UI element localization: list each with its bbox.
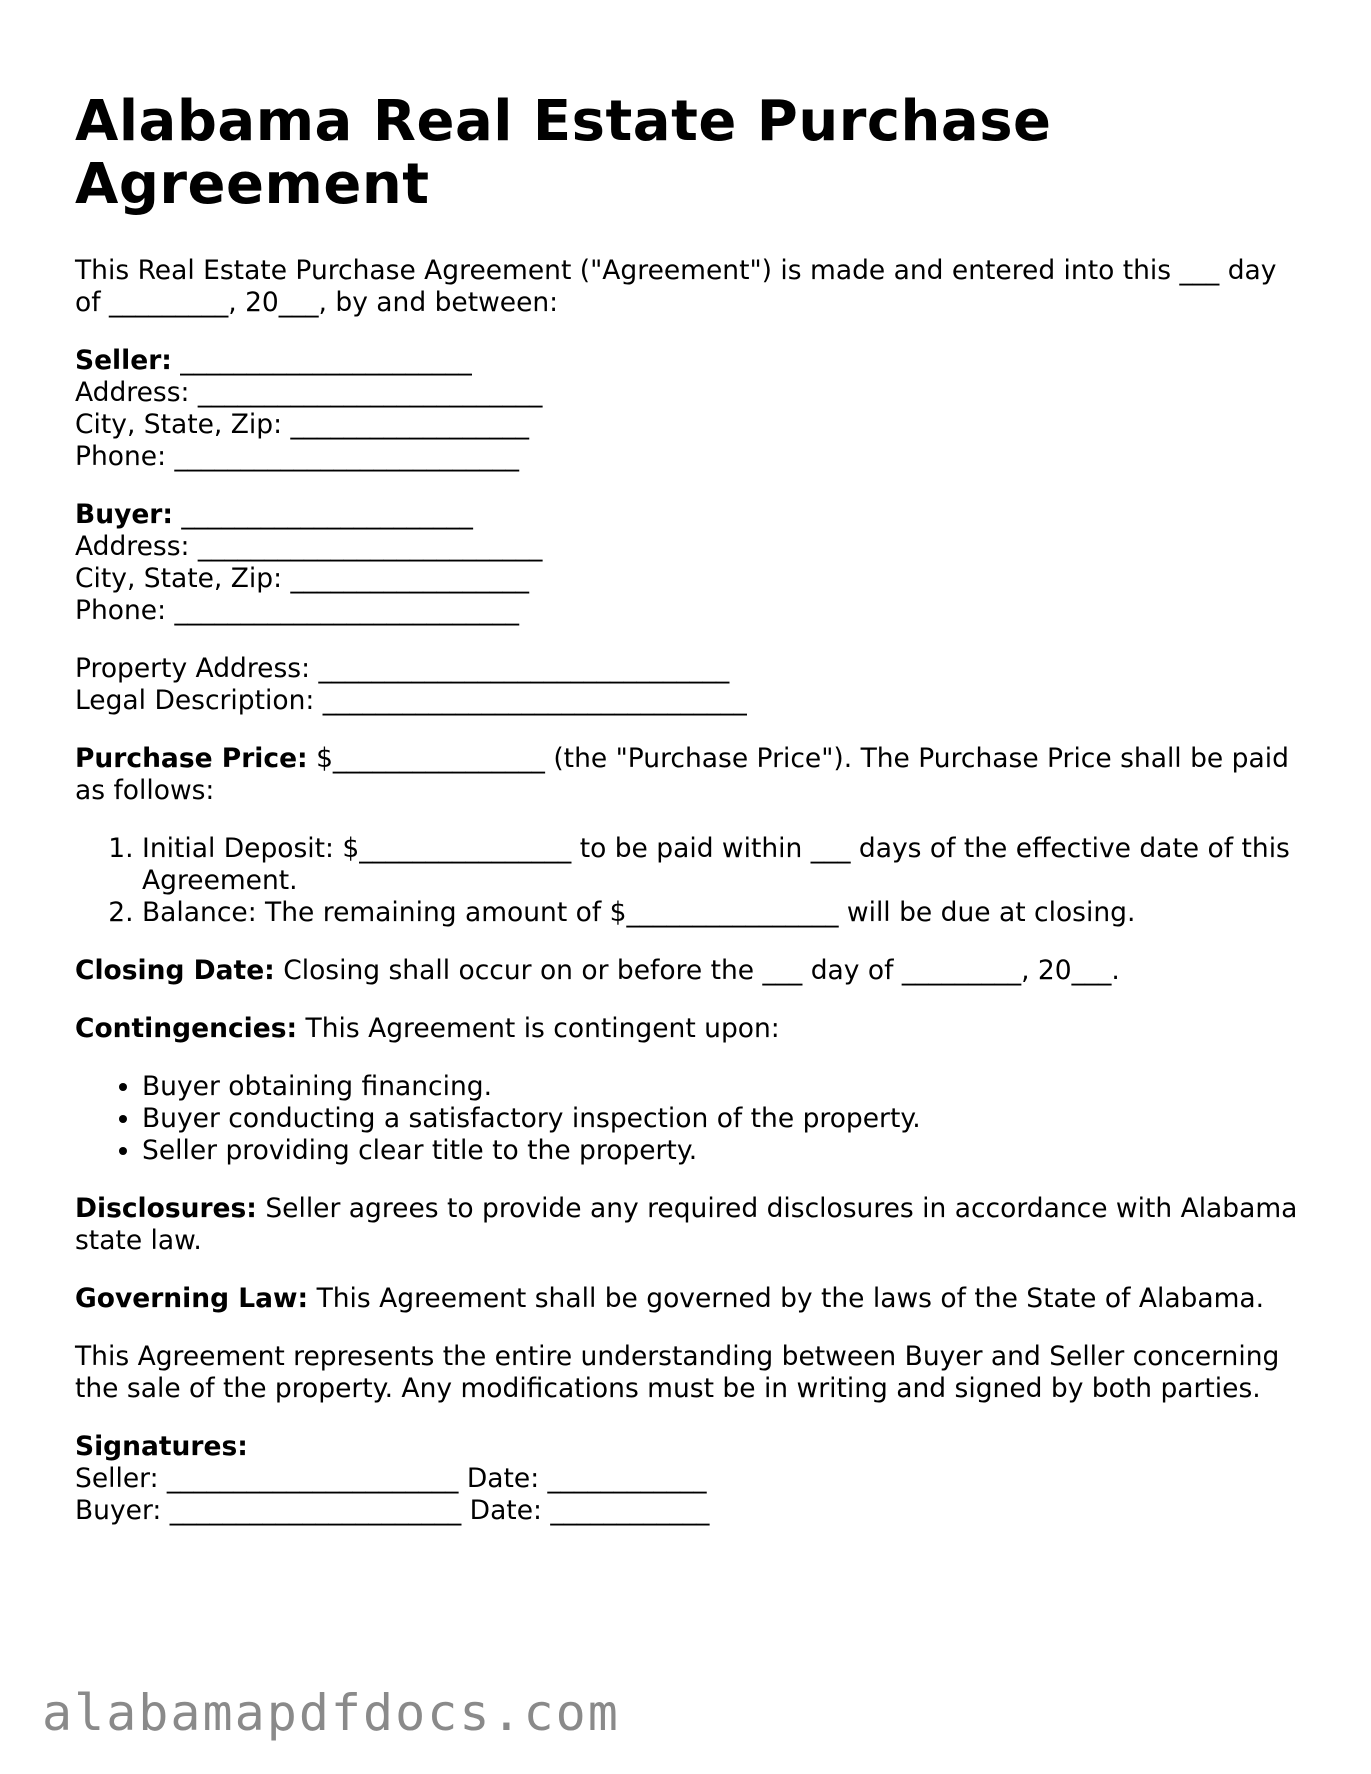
seller-name-line (75, 345, 1310, 377)
page-title: Alabama Real Estate Purchase Agreement (75, 89, 1052, 217)
governing-law-label: Governing Law: (75, 1283, 309, 1314)
seller-signature-line: Seller: ______________________ Date: ____________ (75, 1463, 707, 1494)
purchase-price-label: Purchase Price: (75, 743, 308, 774)
buyer-signature-line: Buyer: ______________________ Date: ____________ (75, 1495, 710, 1526)
purchase-price-text: $________________ (the "Purchase Price"). The Purchase Price shall be paid as follows: (75, 743, 1289, 806)
seller-name-blank: ______________________ (171, 345, 472, 376)
disclosures-paragraph (75, 1193, 1310, 1257)
signatures-heading-line (75, 1431, 1310, 1463)
list-item: 1. Initial Deposit: $________________ to be paid within ___ days of the effective date of this Agreement. (142, 833, 1310, 897)
seller-phone-line: Phone: __________________________ (75, 441, 519, 472)
intro-paragraph: This Real Estate Purchase Agreement ("Agreement") is made and entered into this ___ day of _________, 20___, by and between: (75, 255, 1277, 318)
disclosures-text: Seller agrees to provide any required disclosures in accordance with Alabama state law. (75, 1193, 1298, 1256)
list-item: 2. Balance: The remaining amount of $________________ will be due at closing. (142, 897, 1310, 929)
contingencies-paragraph (75, 1013, 1310, 1045)
legal-description-line: Legal Description: ________________________________ (75, 685, 747, 716)
buyer-city-line: City, State, Zip: __________________ (75, 563, 529, 594)
document-page (75, 90, 1310, 1527)
contingencies-list (75, 1071, 1310, 1167)
seller-label: Seller: (75, 345, 172, 376)
buyer-name-line (75, 499, 1310, 531)
entire-agreement-paragraph: This Agreement represents the entire understanding between Buyer and Seller concerning the sale of the property. Any modifications must be in writing and signed by both parties. (75, 1341, 1280, 1404)
list-item: • Buyer obtaining financing. (142, 1071, 1310, 1103)
signatures-section (75, 1431, 1310, 1527)
contingencies-label: Contingencies: (75, 1013, 298, 1044)
seller-address-line: Address: __________________________ (75, 377, 543, 408)
property-section (75, 653, 1310, 717)
seller-section (75, 345, 1310, 473)
buyer-section (75, 499, 1310, 627)
signatures-label: Signatures: (75, 1431, 248, 1462)
governing-law-text: This Agreement shall be governed by the laws of the State of Alabama. (308, 1283, 1265, 1314)
property-address-line: Property Address: _______________________________ (75, 653, 730, 684)
list-item: • Buyer conducting a satisfactory inspection of the property. (142, 1103, 1310, 1135)
payment-list (75, 833, 1310, 929)
buyer-label: Buyer: (75, 499, 173, 530)
contingencies-text: This Agreement is contingent upon: (297, 1013, 780, 1044)
closing-date-label: Closing Date: (75, 955, 275, 986)
governing-law-paragraph (75, 1283, 1310, 1315)
disclosures-label: Disclosures: (75, 1193, 257, 1224)
buyer-phone-line: Phone: __________________________ (75, 595, 519, 626)
seller-city-line: City, State, Zip: __________________ (75, 409, 529, 440)
purchase-price-paragraph (75, 743, 1310, 807)
watermark-text: alabamapdfdocs.com (42, 1684, 620, 1742)
list-item: • Seller providing clear title to the property. (142, 1135, 1310, 1167)
closing-date-paragraph (75, 955, 1310, 987)
buyer-address-line: Address: __________________________ (75, 531, 543, 562)
buyer-name-blank: ______________________ (172, 499, 473, 530)
closing-date-text: Closing shall occur on or before the ___ day of _________, 20___. (274, 955, 1120, 986)
